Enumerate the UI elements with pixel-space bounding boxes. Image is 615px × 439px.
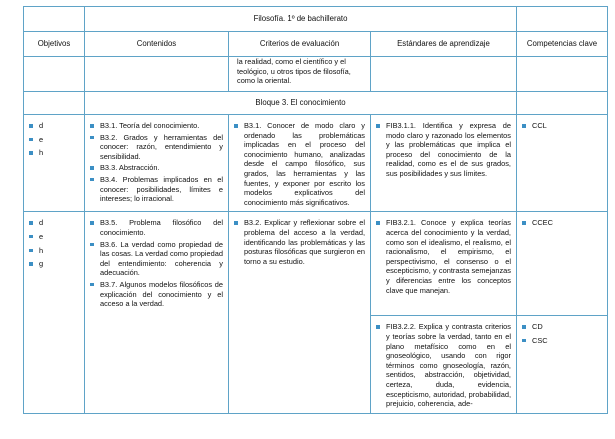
criterion-item: B3.2. Explicar y reflexionar sobre el problema del acceso a la verdad, identificando las problemáticas y las posturas filosóficas que surgieron en torno a su estudio. xyxy=(234,218,365,266)
standard-item: FIB3.1.1. Identifica y expresa de modo claro y razonado los elementos y las problemáticas que implica el proceso del conocimiento de la realidad, como es el de sus grados, sus posibilidades y sus límites. xyxy=(376,121,511,179)
table-row xyxy=(24,115,608,212)
block-row xyxy=(24,92,608,115)
content-item: B3.2. Grados y herramientas del conocer: razón, entendimiento y sensibilidad. xyxy=(90,133,223,162)
criterion-item: B3.1. Conocer de modo claro y ordenado las problemáticas implicadas en el proceso del conocimiento humano, analizadas desde el campo filosófico, sus grados, las herramientas y las fuentes, y exponer por escrito los modelos explicativos del conocimiento más significativos. xyxy=(234,121,365,207)
content-item: B3.5. Problema filosófico del conocimiento. xyxy=(90,218,223,237)
objective-item: h xyxy=(29,246,79,256)
content-item: B3.1. Teoría del conocimiento. xyxy=(90,121,223,131)
standard-item: FIB3.2.2. Explica y contrasta criterios y teorías sobre la verdad, tanto en el plano metafísico como en el gnoseológico, usando con rigor términos como gnoseología, razón, sentidos, abstracción, objetividad, certeza, duda, evidencia, escepticismo, autoridad, probabilidad, prejuicio, coherencia, ade- xyxy=(376,322,511,408)
objective-item: d xyxy=(29,218,79,228)
standard-item: FIB3.2.1. Conoce y explica teorías acerca del conocimiento y la verdad, como son el idealismo, el realismo, el racionalismo, el empirismo, el perspectivismo, el consenso o el escepticismo, y contrasta semejanzas y diferencias entre los conceptos clave que manejan. xyxy=(376,218,511,295)
content-item: B3.6. La verdad como propiedad de las cosas. La verdad como propiedad del entendimiento: coherencia y adecuación. xyxy=(90,240,223,278)
title-row xyxy=(24,7,608,32)
header-row xyxy=(24,32,608,57)
header-contenidos: Contenidos xyxy=(85,32,229,57)
continuation-text: la realidad, como el científico y el teológico, u otros tipos de filosofía, como la oriental. xyxy=(237,57,351,86)
empty-corner-cell xyxy=(24,7,85,32)
content-item: B3.7. Algunos modelos filosóficos de explicación del conocimiento y el acceso a la verdad. xyxy=(90,280,223,309)
objective-item: d xyxy=(29,121,79,131)
content-item: B3.4. Problemas implicados en el conocer: posibilidades, límites e intereses; lo irracional. xyxy=(90,175,223,204)
content-item: B3.3. Abstracción. xyxy=(90,163,223,173)
header-criterios: Criterios de evaluación xyxy=(229,32,371,57)
competence-item: CD xyxy=(522,322,602,332)
competence-item: CSC xyxy=(522,336,602,346)
block-title: Bloque 3. El conocimiento xyxy=(85,92,517,115)
objective-item: e xyxy=(29,135,79,145)
continuation-row xyxy=(24,57,608,92)
empty-title-cell xyxy=(517,7,608,32)
header-estandares: Estándares de aprendizaje xyxy=(371,32,517,57)
header-objetivos: Objetivos xyxy=(24,32,85,57)
objective-item: e xyxy=(29,232,79,242)
competence-item: CCL xyxy=(522,121,602,131)
header-competencias: Competencias clave xyxy=(517,32,608,57)
curriculum-table xyxy=(23,6,608,414)
objective-item: h xyxy=(29,148,79,158)
curriculum-page xyxy=(23,6,608,414)
competence-item: CCEC xyxy=(522,218,602,228)
table-title: Filosofía. 1º de bachillerato xyxy=(85,7,517,32)
table-row xyxy=(24,212,608,316)
objective-item: g xyxy=(29,259,79,269)
